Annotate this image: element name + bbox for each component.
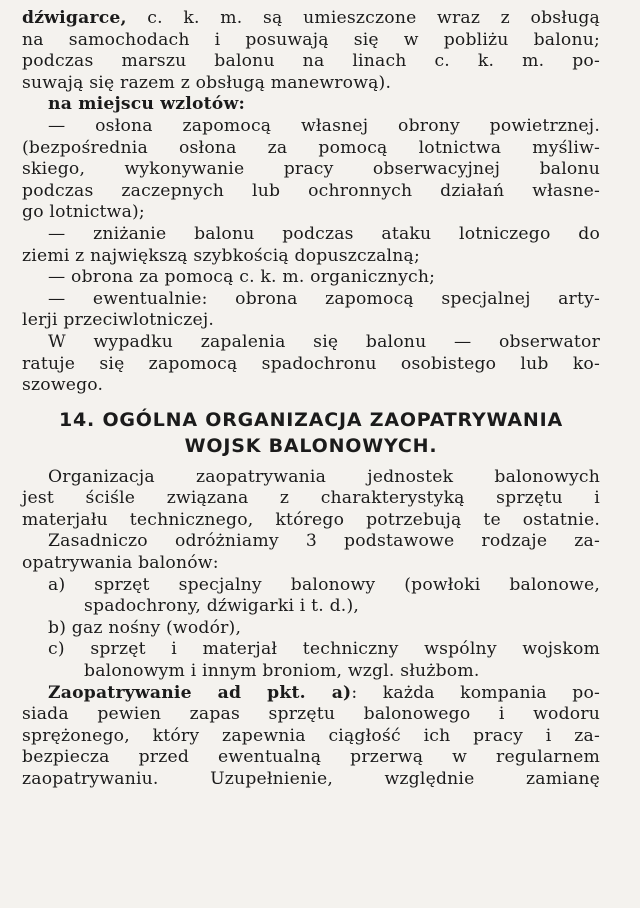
text-line: bezpiecza przed ewentualną przerwą w regularnem — [22, 747, 600, 768]
subheading: na miejscu wzlotów: — [48, 94, 245, 115]
text-line: go lotnictwa); — [22, 202, 145, 223]
text-line: skiego, wykonywanie pracy obserwacyjnej balonu — [22, 159, 600, 180]
text-line: opatrywania balonów: — [22, 553, 219, 574]
text-line: W wypadku zapalenia się balonu — obserwator — [48, 331, 600, 352]
text-line: zaopatrywaniu. Uzupełnienie, względnie zamianę — [22, 769, 600, 789]
text-line: na samochodach i posuwają się w pobliżu balonu; — [22, 29, 600, 50]
bold-term: Zaopatrywanie ad pkt. a) — [48, 682, 352, 703]
text-line: — osłona zapomocą własnej obrony powietrznej. — [48, 115, 600, 136]
text-span: : każda kompania po- — [351, 682, 600, 703]
text-line: ziemi z największą szybkością dopuszczalną; — [22, 245, 420, 266]
section-heading: 14. OGÓLNA ORGANIZACJA ZAOPATRYWANIA — [58, 408, 563, 431]
bold-term: dźwigarce, — [22, 8, 127, 28]
section-heading-continued: WOJSK BALONOWYCH. — [184, 434, 438, 457]
list-item-continued: spadochrony, dźwigarki i t. d.), — [84, 596, 360, 617]
text-line: sprężonego, który zapewnia ciągłość ich pracy i za- — [22, 725, 600, 746]
text-line: (bezpośrednia osłona za pomocą lotnictwa myśliw- — [22, 137, 600, 158]
text-line: lerji przeciwlotniczej. — [22, 310, 215, 331]
list-item: a) sprzęt specjalny balonowy (powłoki balonowe, — [48, 574, 600, 595]
text-line: podczas marszu balonu na linach c. k. m. po- — [22, 51, 600, 72]
text-line: szowego. — [22, 375, 104, 396]
list-item: c) sprzęt i materjał techniczny wspólny wojskom — [48, 639, 600, 660]
list-item: b) gaz nośny (wodór), — [48, 617, 242, 638]
text-line — [22, 683, 600, 705]
list-item-continued: balonowym i innym broniom, wzgl. służbom. — [84, 661, 480, 682]
text-line: siada pewien zapas sprzętu balonowego i wodoru — [22, 704, 600, 725]
text-line: suwają się razem z obsługą manewrową). — [22, 72, 392, 93]
text-span: c. k. m. są umieszczone wraz z obsługą — [126, 8, 600, 28]
text-line: ratuje się zapomocą spadochronu osobistego lub ko- — [22, 353, 600, 374]
text-line: — ewentualnie: obrona zapomocą specjalnej arty- — [48, 288, 600, 309]
text-line: podczas zaczepnych lub ochronnych działań własne- — [22, 180, 600, 201]
text-line: — zniżanie balonu podczas ataku lotniczego do — [48, 223, 600, 244]
text-line: — obrona za pomocą c. k. m. organicznych; — [48, 267, 436, 288]
text-line — [22, 8, 600, 30]
text-line: Zasadniczo odróżniamy 3 podstawowe rodzaje za- — [48, 531, 600, 552]
text-line: jest ściśle związana z charakterystyką sprzętu i — [22, 488, 600, 509]
text-line: Organizacja zaopatrywania jednostek balonowych — [48, 466, 600, 487]
text-line: materjału technicznego, którego potrzebują te ostatnie. — [22, 509, 600, 530]
